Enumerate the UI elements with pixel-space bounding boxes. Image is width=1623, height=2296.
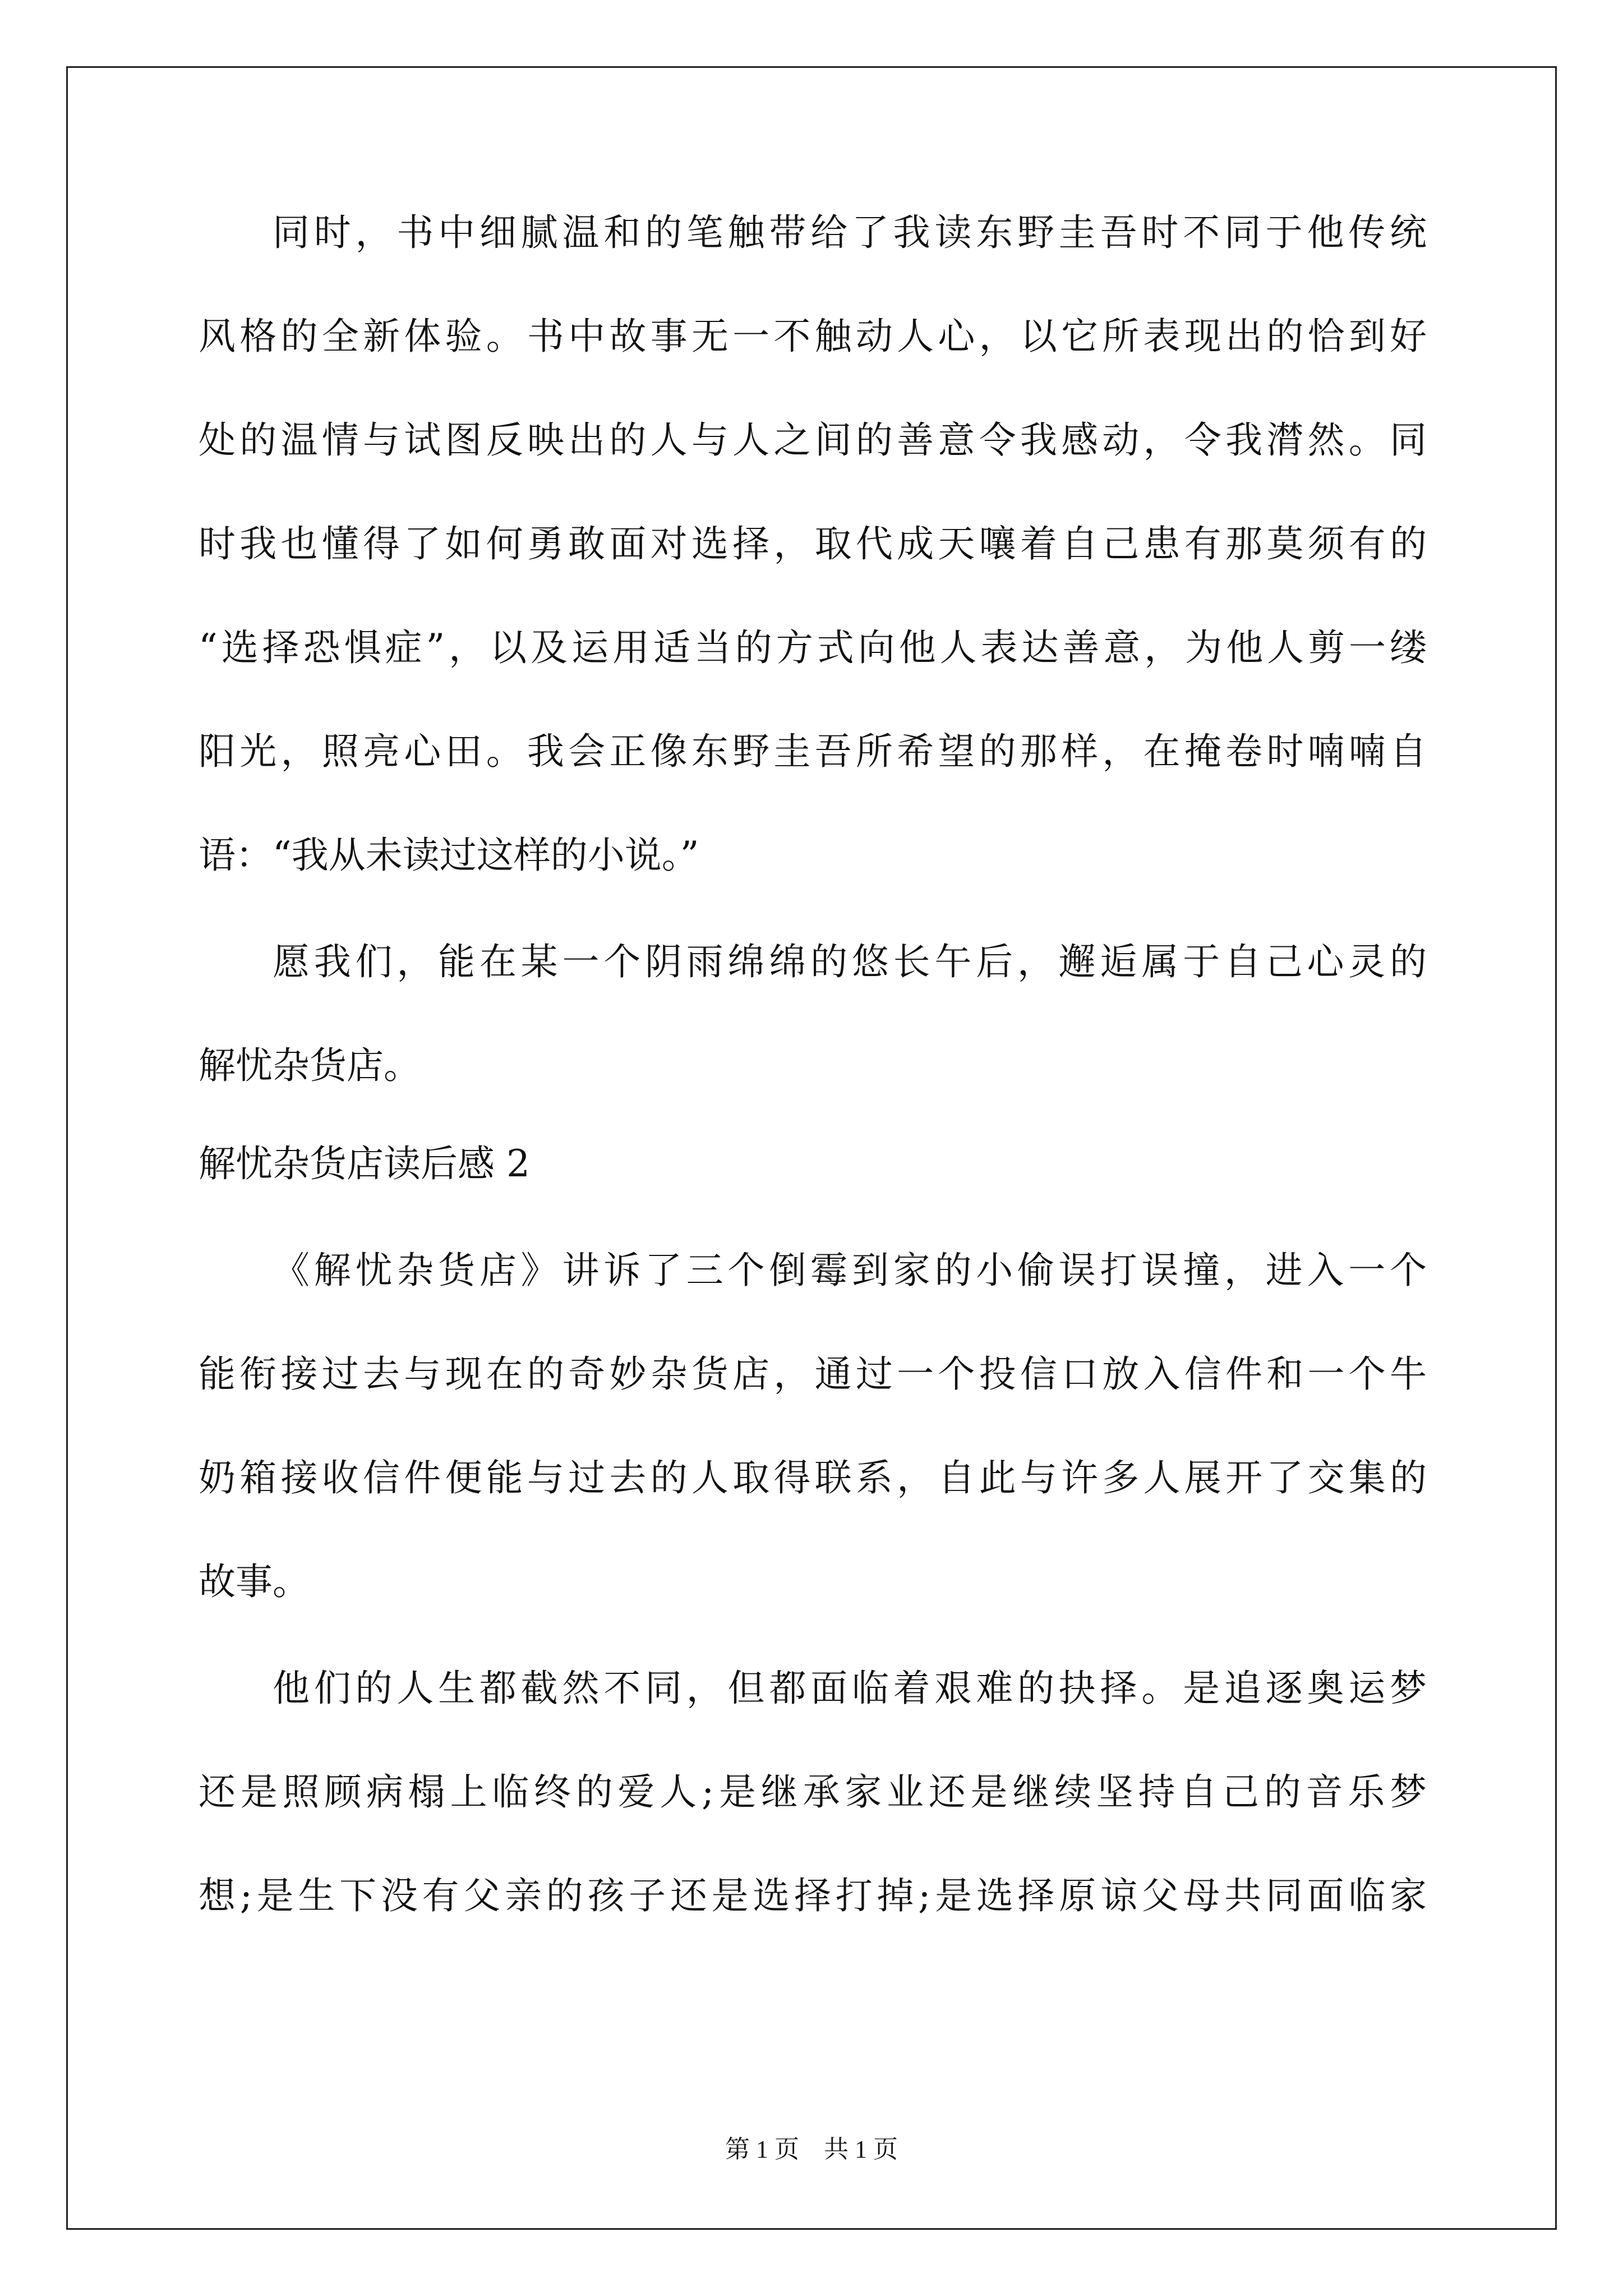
paragraph-2-line-1: 愿我们，能在某一个阴雨绵绵的悠长午后，邂逅属于自己心灵的 [273, 940, 1427, 983]
paragraph-4-line-2: 还是照顾病榻上临终的爱人;是继承家业还是继续坚持自己的音乐梦 [199, 1770, 1427, 1814]
paragraph-3-line-2: 能衔接过去与现在的奇妙杂货店，通过一个投信口放入信件和一个牛 [199, 1352, 1427, 1396]
section-heading: 解忧杂货店读后感 2 [199, 1142, 530, 1185]
paragraph-3-line-1: 《解忧杂货店》讲诉了三个倒霉到家的小偷误打误撞，进入一个 [273, 1249, 1427, 1292]
paragraph-3-line-3: 奶箱接收信件便能与过去的人取得联系，自此与许多人展开了交集的 [199, 1456, 1427, 1499]
page-footer: 第 1 页 共 1 页 [725, 2136, 898, 2163]
paragraph-1-line-4: 时我也懂得了如何勇敢面对选择，取代成天嚷着自己患有那莫须有的 [199, 522, 1427, 565]
paragraph-3-line-4: 故事。 [199, 1560, 310, 1603]
paragraph-1-line-2: 风格的全新体验。书中故事无一不触动人心，以它所表现出的恰到好 [199, 315, 1427, 358]
paragraph-4-line-3: 想;是生下没有父亲的孩子还是选择打掉;是选择原谅父母共同面临家 [199, 1874, 1427, 1917]
paragraph-1-line-6: 阳光，照亮心田。我会正像东野圭吾所希望的那样，在掩卷时喃喃自 [199, 730, 1427, 773]
paragraph-4-line-1: 他们的人生都截然不同，但都面临着艰难的抉择。是追逐奥运梦 [273, 1667, 1427, 1710]
paragraph-1-line-7: 语：“我从未读过这样的小说。” [199, 834, 699, 877]
paragraph-1-line-5: “选择恐惧症”，以及运用适当的方式向他人表达善意，为他人剪一缕 [199, 626, 1427, 669]
paragraph-2-line-2: 解忧杂货店。 [199, 1044, 421, 1087]
paragraph-1-line-3: 处的温情与试图反映出的人与人之间的善意令我感动，令我潸然。同 [199, 418, 1427, 462]
paragraph-1-line-1: 同时，书中细腻温和的笔触带给了我读东野圭吾时不同于他传统 [273, 211, 1427, 254]
